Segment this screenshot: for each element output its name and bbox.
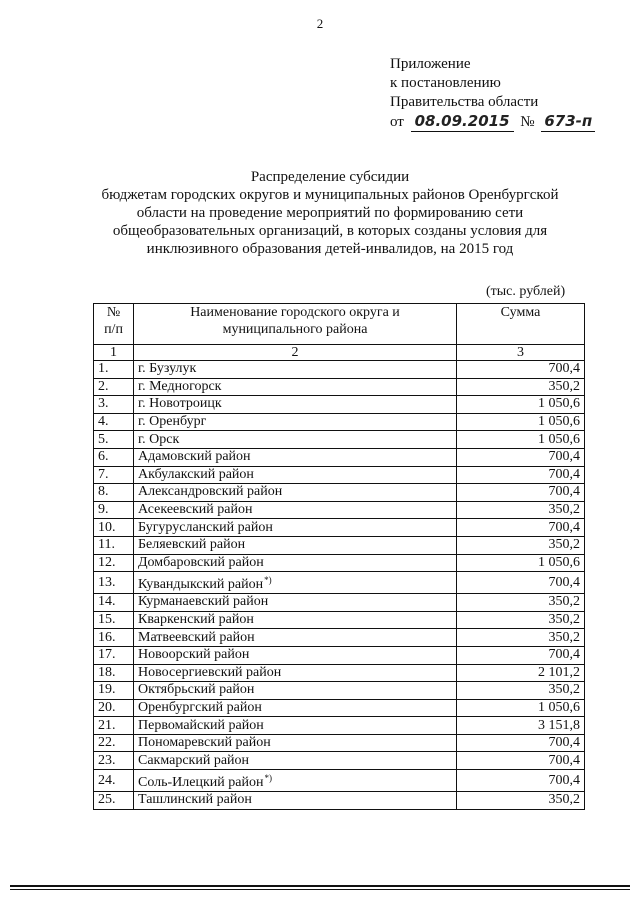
- title-line-3: области на проведение мероприятий по формированию сети: [136, 205, 524, 221]
- sum-value: 700,4: [457, 466, 585, 484]
- district-name-cell: [134, 792, 457, 810]
- header-name-line-2: муниципального района: [222, 322, 368, 337]
- sum-value: 350,2: [457, 682, 585, 700]
- table-row: [94, 501, 585, 519]
- district-name: Матвеевский район: [138, 629, 255, 645]
- appendix-date: 08.09.2015: [411, 112, 514, 132]
- sum-value: 350,2: [457, 629, 585, 647]
- district-name: Кваркенский район: [138, 612, 254, 628]
- sum-value: 700,4: [457, 361, 585, 379]
- units-label: (тыс. рублей): [486, 284, 566, 299]
- table-row: [94, 536, 585, 554]
- district-name-cell: [134, 378, 457, 396]
- district-name: Адамовский район: [138, 449, 251, 465]
- table-row: [94, 594, 585, 612]
- row-number: 15.: [94, 611, 134, 629]
- row-number: 8.: [94, 484, 134, 502]
- table-row: [94, 378, 585, 396]
- appendix-date-line: [390, 112, 595, 132]
- row-number: 23.: [94, 752, 134, 770]
- district-name: г. Орск: [138, 431, 180, 447]
- sum-value: 350,2: [457, 611, 585, 629]
- table-row: [94, 734, 585, 752]
- table-row: [94, 752, 585, 770]
- appendix-block: [390, 55, 595, 132]
- sum-value: 700,4: [457, 572, 585, 594]
- district-name: Курманаевский район: [138, 594, 269, 610]
- header-name: [134, 304, 457, 345]
- district-name-cell: [134, 466, 457, 484]
- bottom-rule: [10, 885, 630, 887]
- sum-value: 1 050,6: [457, 431, 585, 449]
- district-name-cell: [134, 770, 457, 792]
- table-row: [94, 646, 585, 664]
- column-index-3: 3: [457, 345, 585, 361]
- row-number: 9.: [94, 501, 134, 519]
- title-line-5: инклюзивного образования детей-инвалидов, на 2015 год: [146, 241, 514, 257]
- row-number: 7.: [94, 466, 134, 484]
- district-name-cell: [134, 431, 457, 449]
- district-name-cell: [134, 536, 457, 554]
- district-name-cell: [134, 752, 457, 770]
- page-number: 2: [316, 16, 324, 31]
- sum-value: 3 151,8: [457, 717, 585, 735]
- appendix-number-sign: №: [520, 114, 535, 130]
- district-name: Александровский район: [138, 484, 283, 500]
- district-name-cell: [134, 519, 457, 537]
- table-row: [94, 717, 585, 735]
- footnote-mark: *): [264, 575, 272, 586]
- appendix-line-3: Правительства области: [390, 94, 539, 110]
- row-number: 2.: [94, 378, 134, 396]
- row-number: 3.: [94, 396, 134, 414]
- sum-value: 700,4: [457, 770, 585, 792]
- table-row: [94, 431, 585, 449]
- sum-value: 350,2: [457, 792, 585, 810]
- district-name: Беляевский район: [138, 537, 246, 553]
- sum-value: 700,4: [457, 752, 585, 770]
- table-row: [94, 484, 585, 502]
- row-number: 19.: [94, 682, 134, 700]
- district-name-cell: [134, 572, 457, 594]
- district-name-cell: [134, 682, 457, 700]
- table-row: [94, 554, 585, 572]
- district-name-cell: [134, 717, 457, 735]
- appendix-line-1: Приложение: [390, 56, 471, 72]
- header-name-line-1: Наименование городского округа и: [190, 305, 400, 320]
- district-name-cell: [134, 734, 457, 752]
- row-number: 11.: [94, 536, 134, 554]
- district-name-cell: [134, 594, 457, 612]
- column-index-2: 2: [134, 345, 457, 361]
- title-line-4: общеобразовательных организаций, в которых созданы условия для: [112, 223, 548, 239]
- title-line-1: Распределение субсидии: [250, 169, 410, 185]
- table-row: [94, 396, 585, 414]
- district-name-cell: [134, 361, 457, 379]
- district-name-cell: [134, 554, 457, 572]
- table-row: [94, 361, 585, 379]
- column-index-row: [94, 345, 585, 361]
- table-row: [94, 770, 585, 792]
- table-row: [94, 466, 585, 484]
- footnote-mark: *): [264, 773, 272, 784]
- row-number: 5.: [94, 431, 134, 449]
- district-name-cell: [134, 413, 457, 431]
- table-row: [94, 629, 585, 647]
- table-body: [94, 361, 585, 810]
- row-number: 6.: [94, 448, 134, 466]
- district-name: Ташлинский район: [138, 792, 252, 808]
- table-row: [94, 699, 585, 717]
- sum-value: 700,4: [457, 519, 585, 537]
- table-row: [94, 611, 585, 629]
- district-name: г. Бузулук: [138, 361, 197, 377]
- district-name: Оренбургский район: [138, 699, 262, 715]
- district-name: Новосергиевский район: [138, 664, 282, 680]
- sum-value: 700,4: [457, 448, 585, 466]
- district-name: Кувандыкский район: [138, 577, 264, 593]
- header-num-line-2: п/п: [104, 322, 123, 337]
- appendix-from-label: от: [390, 114, 404, 130]
- row-number: 22.: [94, 734, 134, 752]
- table-row: [94, 572, 585, 594]
- district-name: г. Медногорск: [138, 378, 222, 394]
- table-row: [94, 664, 585, 682]
- sum-value: 350,2: [457, 501, 585, 519]
- row-number: 17.: [94, 646, 134, 664]
- table-row: [94, 448, 585, 466]
- district-name: Октябрьский район: [138, 682, 255, 698]
- district-name-cell: [134, 699, 457, 717]
- district-name-cell: [134, 484, 457, 502]
- appendix-number: 673-п: [541, 112, 595, 132]
- district-name-cell: [134, 611, 457, 629]
- row-number: 24.: [94, 770, 134, 792]
- subsidy-table: [93, 303, 585, 810]
- district-name-cell: [134, 646, 457, 664]
- header-num-line-1: №: [106, 305, 121, 320]
- header-num: [94, 304, 134, 345]
- sum-value: 1 050,6: [457, 554, 585, 572]
- sum-value: 2 101,2: [457, 664, 585, 682]
- sum-value: 350,2: [457, 536, 585, 554]
- district-name: Домбаровский район: [138, 554, 264, 570]
- sum-value: 700,4: [457, 646, 585, 664]
- table-row: [94, 682, 585, 700]
- document-title: [100, 168, 560, 258]
- district-name-cell: [134, 501, 457, 519]
- district-name: Сакмарский район: [138, 752, 250, 768]
- row-number: 1.: [94, 361, 134, 379]
- appendix-line-2: к постановлению: [390, 75, 501, 91]
- table-row: [94, 413, 585, 431]
- sum-value: 350,2: [457, 594, 585, 612]
- table-row: [94, 519, 585, 537]
- row-number: 14.: [94, 594, 134, 612]
- row-number: 4.: [94, 413, 134, 431]
- row-number: 13.: [94, 572, 134, 594]
- sum-value: 1 050,6: [457, 699, 585, 717]
- table-header-row: [94, 304, 585, 345]
- district-name-cell: [134, 448, 457, 466]
- district-name: Акбулакский район: [138, 466, 254, 482]
- district-name: Соль-Илецкий район: [138, 775, 264, 791]
- district-name-cell: [134, 629, 457, 647]
- table-row: [94, 792, 585, 810]
- sum-value: 350,2: [457, 378, 585, 396]
- district-name: Новоорский район: [138, 647, 250, 663]
- row-number: 10.: [94, 519, 134, 537]
- district-name: Бугурусланский район: [138, 519, 273, 535]
- district-name: г. Оренбург: [138, 414, 207, 430]
- row-number: 21.: [94, 717, 134, 735]
- title-line-2: бюджетам городских округов и муниципальных районов Оренбургской: [101, 187, 559, 203]
- district-name-cell: [134, 664, 457, 682]
- row-number: 18.: [94, 664, 134, 682]
- district-name: г. Новотроицк: [138, 396, 222, 412]
- sum-value: 1 050,6: [457, 396, 585, 414]
- sum-value: 700,4: [457, 484, 585, 502]
- sum-value: 700,4: [457, 734, 585, 752]
- district-name: Асекеевский район: [138, 502, 253, 518]
- district-name: Первомайский район: [138, 717, 264, 733]
- row-number: 25.: [94, 792, 134, 810]
- header-sum: Сумма: [457, 304, 585, 345]
- row-number: 16.: [94, 629, 134, 647]
- bottom-rule-thin: [10, 889, 630, 890]
- sum-value: 1 050,6: [457, 413, 585, 431]
- district-name: Пономаревский район: [138, 735, 271, 751]
- row-number: 20.: [94, 699, 134, 717]
- district-name-cell: [134, 396, 457, 414]
- column-index-1: 1: [94, 345, 134, 361]
- row-number: 12.: [94, 554, 134, 572]
